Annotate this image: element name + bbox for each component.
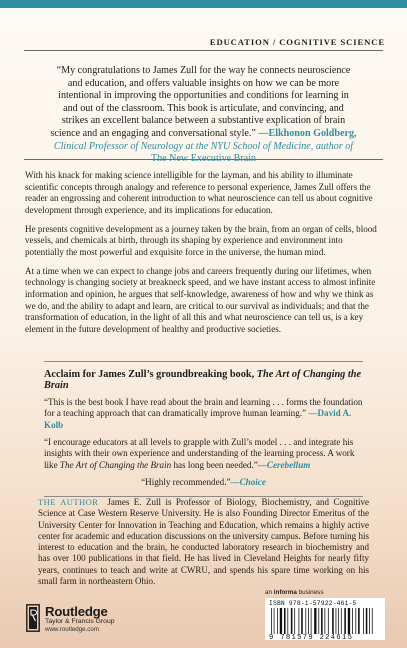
- barcode-bar: [358, 608, 360, 634]
- review-source: —Cerebellum: [257, 459, 311, 470]
- barcode-bar: [308, 608, 309, 634]
- review-source: —Choice: [230, 477, 266, 488]
- barcode-bar: [324, 608, 325, 634]
- review-source: —David A. Kolb: [44, 408, 352, 430]
- barcode-bar: [287, 608, 288, 634]
- barcode-bar: [294, 608, 295, 634]
- quote-bottom-rule: [24, 159, 383, 160]
- barcode-bar: [348, 608, 350, 634]
- publisher-url: www.routledge.com: [45, 626, 99, 633]
- barcode-digits-left: 781579: [280, 634, 314, 642]
- barcode-digits-right: 224615: [319, 634, 354, 642]
- barcode-bar: [341, 608, 342, 634]
- barcode-bar: [355, 608, 356, 634]
- quote-affiliation: Clinical Professor of Neurology at the NYU School of Medicine, author of: [53, 140, 354, 152]
- acclaim-heading: [44, 369, 363, 392]
- barcode-bar: [314, 608, 316, 634]
- barcode-bar: [299, 608, 300, 634]
- acclaim-book-title: The Art of Changing the Brain: [44, 369, 362, 392]
- review-item: [44, 397, 363, 431]
- barcode-bar: [291, 608, 293, 634]
- acclaim-section: [44, 361, 363, 497]
- barcode-bar: [332, 608, 334, 634]
- barcode-bar: [372, 608, 373, 634]
- informa-business-mark: [265, 589, 323, 596]
- review-item: [44, 437, 363, 471]
- description-paragraph: He presents cognitive development as a journey taken by the brain, from an organ of cells, blood vessels, and chemicals at birth, through its shaping by experience and environment into potentially the most powerful and exquisite force in the universe, the human mind.: [25, 223, 377, 257]
- top-rule: [24, 50, 383, 51]
- informa-prefix: an: [265, 589, 273, 596]
- front-quote: [50, 65, 357, 166]
- acclaim-heading-text: Acclaim for James Zull’s groundbreaking book,: [44, 369, 255, 380]
- description-paragraph: With his knack for making science intelligible for the layman, and his ability to illuminate scientific concepts through analogy and reference to personal experience, James Zull offers the reader an engrossing and coherent introduction to what neuroscience can tell us about cognitive development through experience, and its implications for education.: [25, 170, 373, 215]
- description: [25, 170, 382, 343]
- barcode-bar: [369, 608, 370, 634]
- barcode-bar: [328, 608, 329, 634]
- barcode-bar: [366, 608, 368, 634]
- routledge-logo-icon: [26, 604, 40, 632]
- barcode-bar: [344, 608, 346, 634]
- author-bio-text: James E. Zull is Professor of Biology, Biochemistry, and Cognitive Science at Case Western Reserve University. He is also Founding Director Emeritus of the University Center for Innovation in Teaching and Education, which remains a highly active center for academic and education discussions on the university campus. Before turning his interest to education and the brain, he conducted laboratory research in biochemistry and has over 100 publications in that field. He has lived in Cleveland Heights for nearly fifty years, continues to teach and write at CWRU, and spends his spare time working on his small farm in northeastern Ohio.: [38, 497, 370, 587]
- barcode-bar: [271, 608, 272, 634]
- top-accent-bar: [0, 0, 407, 8]
- isbn-label: ISBN 978-1-57922-461-5: [269, 600, 357, 607]
- barcode-bar: [338, 608, 339, 634]
- barcode-bar: [321, 608, 323, 634]
- barcode-bar: [352, 608, 353, 634]
- quote-book: The New Executive Brain: [150, 153, 257, 165]
- quote-text: “My congratulations to James Zull for the way he connects neuroscience and education, and offers valuable insights on how we can be more intentional in improving the opportunities and conditions for learning in and out of the classroom. This book is articulate, and convincing, and strikes an excellent balance between a substantive explication of brain science and an engaging and conversational style.”: [50, 65, 351, 139]
- isbn-barcode-box: [265, 598, 385, 640]
- publisher-block: [45, 605, 115, 633]
- barcode-bar: [363, 608, 364, 634]
- barcode-icon: [269, 608, 381, 634]
- barcode-bar: [305, 608, 306, 634]
- publisher-name: Routledge: [45, 604, 108, 619]
- barcode-digit-first: 9: [269, 634, 275, 642]
- barcode-bar: [311, 608, 312, 634]
- author-bio: [38, 497, 369, 587]
- barcode-bar: [318, 608, 319, 634]
- barcode-bar: [336, 608, 337, 634]
- barcode-bar: [277, 608, 278, 634]
- barcode-number: [269, 634, 381, 642]
- review-text: “Highly recommended.”: [141, 477, 231, 488]
- review-text: “I encourage educators at all levels to grapple with Zull’s model . . . and integrate his insights with their own experience and understanding of the learning process. A work like: [44, 437, 355, 470]
- author-label: THE AUTHOR: [38, 497, 99, 507]
- informa-brand: informa: [273, 589, 297, 596]
- description-paragraph: At a time when we can expect to change jobs and careers frequently during our lifetimes, when technology is changing society at breakneck speed, and we have instant access to almost infinite information and opinion, he argues that self-knowledge, awareness of how and why we think as we do, and the ability to adapt and learn, are critical to our survival as individuals; and that the transformation of education, in the light of all this and what neuroscience can tell us, is a key element in the future development of healthy and productive societies.: [25, 265, 376, 334]
- publisher-group: Taylor & Francis Group: [45, 618, 115, 625]
- category-label: EDUCATION / COGNITIVE SCIENCE: [209, 37, 385, 47]
- barcode-bar: [280, 608, 282, 634]
- review-text: “This is the best book I have read about the brain and learning . . . forms the foundation for a teaching approach that can dramatically improve human learning.”: [44, 396, 363, 419]
- barcode-bar: [274, 608, 275, 634]
- informa-suffix: business: [298, 589, 324, 596]
- barcode-bar: [284, 608, 286, 634]
- quote-author: —Elkhonon Goldberg,: [258, 127, 357, 139]
- review-book-title: The Art of Changing the Brain: [59, 459, 172, 470]
- review-item: [44, 477, 363, 488]
- barcode-bar: [301, 608, 303, 634]
- review-text-after: has long been needed.”: [173, 459, 258, 470]
